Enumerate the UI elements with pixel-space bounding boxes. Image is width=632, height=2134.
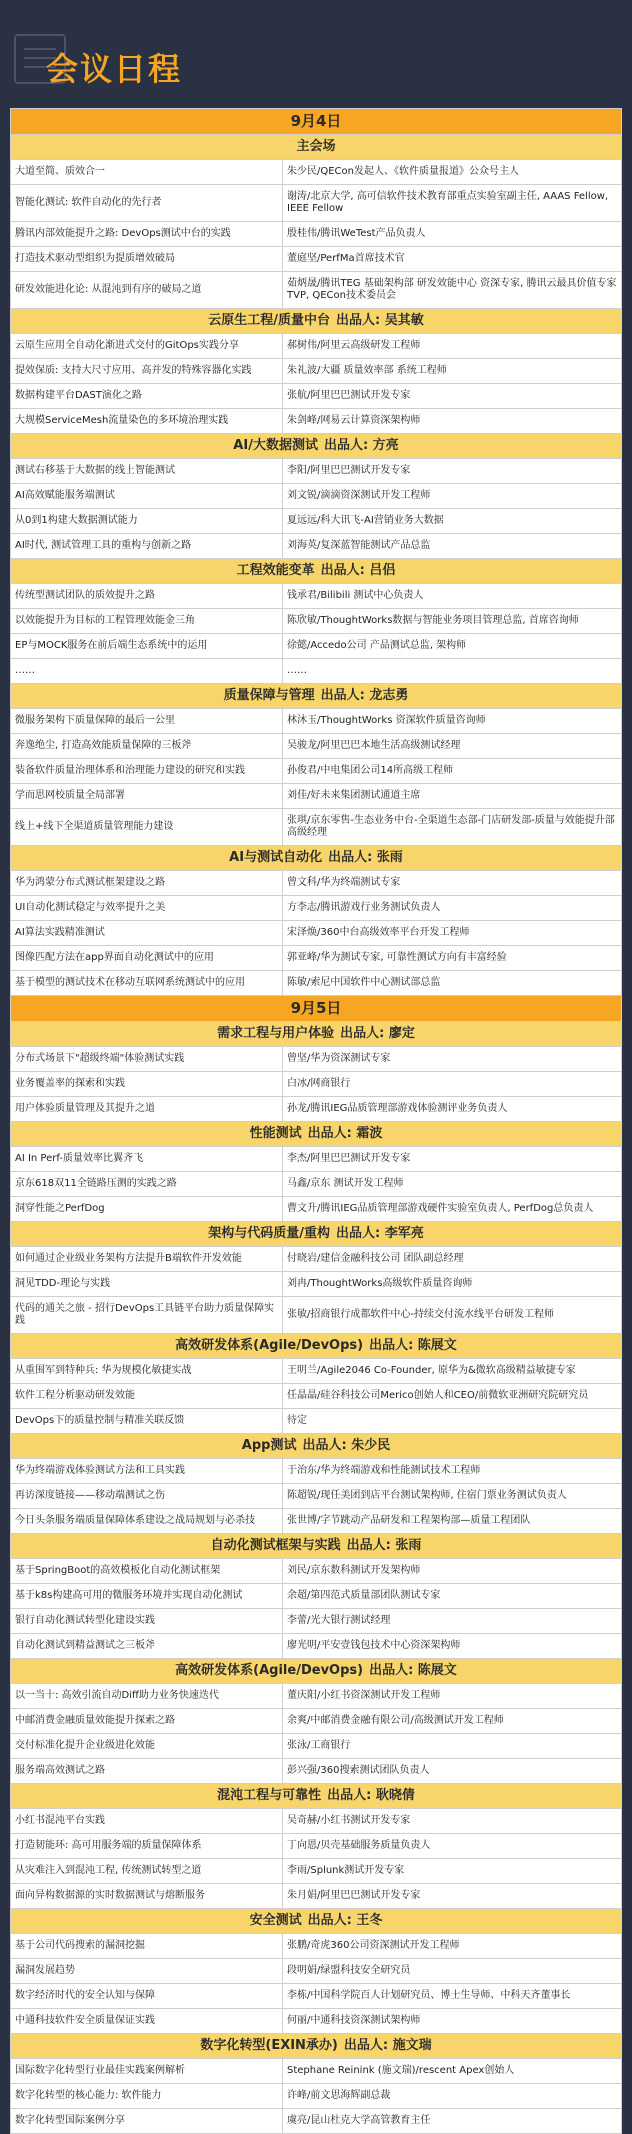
talk-row [11,1984,621,2009]
talk-speaker: 茹炳晟/腾讯TEG 基础架构部 研发效能中心 资深专家, 腾讯云最具价值专家TVP, QECon技术委员会 [287,278,617,301]
talk-speaker: 廖光明/平安壹钱包技术中心资深架构师 [287,1640,461,1651]
talk-row [11,896,621,921]
talk-row [11,1459,621,1484]
talk-speaker: 朱月娟/阿里巴巴测试开发专家 [287,1890,421,1901]
track-header [11,1909,621,1934]
talk-title: 微服务架构下质量保障的最后一公里 [11,709,283,733]
talk-speaker: …… [287,665,307,676]
talk-title: 研发效能进化论: 从混沌到有序的破局之道 [11,272,283,308]
talk-row [11,1959,621,1984]
talk-row [11,1834,621,1859]
talk-row [11,359,621,384]
track-header [11,684,621,709]
talk-title: 用户体验质量管理及其提升之道 [11,1097,283,1121]
talk-title: 京东618双11全链路压测的实践之路 [11,1172,283,1196]
talk-title: 业务覆盖率的探索和实践 [11,1072,283,1096]
talk-row [11,971,621,996]
talk-row [11,871,621,896]
talk-title: 洞穿性能之PerfDog [11,1197,283,1221]
talk-speaker: 丁向恩/贝壳基础服务质量负责人 [287,1840,431,1851]
talk-title: AI高效赋能服务端测试 [11,484,283,508]
talk-title: 自动化测试到精益测试之三板斧 [11,1634,283,1658]
talk-speaker: 李栋/中国科学院百人计划研究员、博士生导师、中科天齐董事长 [287,1990,571,2001]
track-name: AI与测试自动化 [229,850,323,865]
talk-speaker: 曾文科/华为终端测试专家 [287,877,401,888]
talk-title: 提效保质: 支持大尺寸应用、高并发的特殊容器化实践 [11,359,283,383]
talk-row [11,334,621,359]
talk-row [11,659,621,684]
talk-title: EP与MOCK服务在前后端生态系统中的运用 [11,634,283,658]
talk-title: 漏洞发展趋势 [11,1959,283,1983]
talk-title: 数字化转型国际案例分享 [11,2109,283,2133]
track-name: 性能测试 [249,1126,302,1141]
talk-row [11,1272,621,1297]
talk-row [11,222,621,247]
talk-speaker: 郭亚峰/华为测试专家, 可靠性测试方向有丰富经验 [287,952,507,963]
track-producer: 出品人: 施文瑞 [343,2038,432,2053]
track-producer: 出品人: 陈展文 [369,1338,457,1353]
talk-title: 中通科技软件安全质量保证实践 [11,2009,283,2033]
talk-row [11,734,621,759]
track-header [11,2034,621,2059]
talk-row [11,1359,621,1384]
talk-row [11,1609,621,1634]
talk-title: 奔逸绝尘, 打造高效能质量保障的三板斧 [11,734,283,758]
track-producer: 出品人: 李军亮 [336,1226,424,1241]
talk-speaker: 李阳/阿里巴巴测试开发专家 [287,465,411,476]
track-header [11,1534,621,1559]
track-header [11,1434,621,1459]
track-name: 需求工程与用户体验 [217,1026,335,1041]
track-name: 自动化测试框架与实践 [210,1538,341,1553]
talk-title: 测试右移基于大数据的线上智能测试 [11,459,283,483]
track-header [11,434,621,459]
talk-speaker: 刘佳/好未来集团测试通道主席 [287,790,421,801]
track-name: 混沌工程与可靠性 [217,1788,322,1803]
talk-row [11,160,621,185]
talk-row [11,2084,621,2109]
talk-title: 智能化测试: 软件自动化的先行者 [11,185,283,221]
talk-title: 数据构建平台DAST演化之路 [11,384,283,408]
track-header [11,1222,621,1247]
talk-speaker: 朱剑峰/网易云计算资深架构师 [287,415,421,426]
talk-title: 基于k8s构建高可用的微服务环境并实现自动化测试 [11,1584,283,1608]
talk-speaker: 刘海英/复深蓝智能测试产品总监 [287,540,431,551]
talk-speaker: 董庆阳/小红书资深测试开发工程师 [287,1690,441,1701]
talk-title: 服务端高效测试之路 [11,1759,283,1783]
talk-row [11,1934,621,1959]
talk-title: 银行自动化测试转型化建设实践 [11,1609,283,1633]
talk-speaker: 刘文锐/滴滴资深测试开发工程师 [287,490,431,501]
talk-row [11,1072,621,1097]
talk-speaker: 张泳/工商银行 [287,1740,351,1751]
talk-title: AI时代, 测试管理工具的重构与创新之路 [11,534,283,558]
talk-row [11,409,621,434]
talk-title: 国际数字化转型行业最佳实践案例解析 [11,2059,283,2083]
talk-row [11,1197,621,1222]
talk-speaker: 李蕾/光大银行测试经理 [287,1615,391,1626]
talk-speaker: 谢涛/北京大学, 高可信软件技术教育部重点实验室副主任, AAAS Fellow, IEEE Fellow [287,191,609,214]
track-name: 数字化转型(EXIN承办) [200,2038,338,2053]
talk-title: 软件工程分析驱动研发效能 [11,1384,283,1408]
track-header [11,1122,621,1147]
talk-title: 交付标准化提升企业级进化效能 [11,1734,283,1758]
talk-row [11,609,621,634]
talk-speaker: 朱少民/QECon发起人、《软件质量报道》公众号主人 [287,166,519,177]
talk-title: 从0到1构建大数据测试能力 [11,509,283,533]
talk-row [11,1172,621,1197]
talk-row [11,1709,621,1734]
talk-speaker: 夏远远/科大讯飞-AI营销业务大数据 [287,515,444,526]
talk-row [11,1559,621,1584]
track-producer: 出品人: 霜波 [307,1126,383,1141]
talk-title: 华为终端游戏体验测试方法和工具实践 [11,1459,283,1483]
talk-title: 从灾难注入到混沌工程, 传统测试转型之道 [11,1859,283,1883]
track-name: 工程效能变革 [236,563,315,578]
talk-row [11,1634,621,1659]
talk-title: 基于SpringBoot的高效模板化自动化测试框架 [11,1559,283,1583]
track-producer: 出品人: 王冬 [307,1913,383,1928]
talk-speaker: 何丽/中通科技资深测试架构师 [287,2015,421,2026]
talk-row [11,1884,621,1909]
talk-speaker: 殷桂伟/腾讯WeTest产品负责人 [287,228,426,239]
talk-title: 数字化转型的核心能力: 软件能力 [11,2084,283,2108]
talk-title: AI算法实践精准测试 [11,921,283,945]
talk-row [11,759,621,784]
page-title: 会议日程 [46,50,183,88]
talk-row [11,2009,621,2034]
talk-speaker: 付晓岩/建信金融科技公司 团队副总经理 [287,1253,464,1264]
talk-title: 中邮消费金融质量效能提升探索之路 [11,1709,283,1733]
talk-row [11,484,621,509]
talk-title: 腾讯内部效能提升之路: DevOps测试中台的实践 [11,222,283,246]
talk-speaker: 白冰/网商银行 [287,1078,351,1089]
talk-row [11,1247,621,1272]
track-name: 高效研发体系(Agile/DevOps) [175,1663,364,1678]
talk-title: 以一当十: 高效引流自动Diff助力业务快速迭代 [11,1684,283,1708]
track-header [11,559,621,584]
talk-title: 基于模型的测试技术在移动互联网系统测试中的应用 [11,971,283,995]
talk-speaker: 陈超锐/现任美团到店平台测试架构师, 住宿门票业务测试负责人 [287,1490,567,1501]
talk-speaker: 曹文升/腾讯IEG品质管理部游戏硬件实验室负责人, PerfDog总负责人 [287,1203,594,1214]
talk-row [11,1409,621,1434]
date-header: 9月4日 [11,109,621,135]
talk-speaker: 余爽/中邮消费金融有限公司/高级测试开发工程师 [287,1715,504,1726]
talk-title: 分布式场景下"超级终端"体验测试实践 [11,1047,283,1071]
talk-title: UI自动化测试稳定与效率提升之美 [11,896,283,920]
track-name: 高效研发体系(Agile/DevOps) [175,1338,364,1353]
talk-row [11,1484,621,1509]
talk-speaker: 张琪/京东零售-生态业务中台-全渠道生态部-门店研发部-质量与效能提升部 高级经理 [287,815,615,838]
talk-speaker: 董庭坚/PerfMa首席技术官 [287,253,405,264]
talk-row [11,1809,621,1834]
track-name: 安全测试 [249,1913,302,1928]
talk-speaker: 马鑫/京东 测试开发工程师 [287,1178,404,1189]
talk-row [11,1759,621,1784]
talk-row [11,1859,621,1884]
track-producer: 出品人: 方亮 [323,438,399,453]
talk-title: 大规模ServiceMesh流量染色的多环境治理实践 [11,409,283,433]
talk-title: 从重围军到特种兵: 华为规模化敏捷实战 [11,1359,283,1383]
talk-speaker: 徐懿/Accedo公司 产品测试总监, 架构师 [287,640,467,651]
talk-title: …… [11,659,283,683]
talk-speaker: 郝树伟/阿里云高级研发工程师 [287,340,421,351]
track-producer: 出品人: 吕侣 [320,563,396,578]
talk-row [11,185,621,222]
track-name: App测试 [241,1438,297,1453]
track-header [11,1659,621,1684]
date-header: 9月5日 [11,996,621,1022]
track-producer: 出品人: 张雨 [328,850,403,865]
talk-title: 数字经济时代的安全认知与保障 [11,1984,283,2008]
talk-speaker: 曾坚/华为资深测试专家 [287,1053,391,1064]
talk-speaker: 刘民/京东数科测试开发架构师 [287,1565,421,1576]
talk-speaker: 吴骏龙/阿里巴巴本地生活高级测试经理 [287,740,461,751]
talk-speaker: 孙龙/腾讯IEG品质管理部游戏体验测评业务负责人 [287,1103,508,1114]
talk-speaker: 李杰/阿里巴巴测试开发专家 [287,1153,411,1164]
talk-speaker: 陈欣敏/ThoughtWorks数据与智能业务项目管理总监, 首席咨询师 [287,615,579,626]
talk-row [11,1384,621,1409]
talk-row [11,1097,621,1122]
talk-title: 装备软件质量治理体系和治理能力建设的研究和实践 [11,759,283,783]
talk-row [11,384,621,409]
talk-row [11,272,621,309]
track-name: 云原生工程/质量中台 [208,313,330,328]
talk-speaker: 刘冉/ThoughtWorks高级软件质量咨询师 [287,1278,473,1289]
talk-speaker: 张航/阿里巴巴测试开发专家 [287,390,411,401]
talk-speaker: 吴奇赫/小红书测试开发专家 [287,1815,411,1826]
track-producer: 出品人: 陈展文 [369,1663,457,1678]
talk-speaker: Stephane Reinink (施文瑞)/rescent Apex创始人 [287,2065,515,2076]
talk-row [11,921,621,946]
talk-title: 洞见TDD-理论与实践 [11,1272,283,1296]
talk-speaker: 待定 [287,1415,307,1426]
page-header [0,0,632,108]
talk-speaker: 于治东/华为终端游戏和性能测试技术工程师 [287,1465,481,1476]
talk-title: 再访深度链接——移动端测试之伤 [11,1484,283,1508]
talk-title: 打造韧能环: 高可用服务端的质量保障体系 [11,1834,283,1858]
track-producer: 出品人: 朱少民 [302,1438,391,1453]
talk-title: 华为鸿蒙分布式测试框架建设之路 [11,871,283,895]
talk-row [11,534,621,559]
track-name: 主会场 [296,139,336,154]
talk-row [11,2059,621,2084]
talk-row [11,1509,621,1534]
talk-row [11,1584,621,1609]
talk-speaker: 张世博/字节跳动产品研发和工程架构部—质量工程团队 [287,1515,531,1526]
talk-title: 线上+线下全渠道质量管理能力建设 [11,809,283,845]
talk-speaker: 陈敏/索尼中国软件中心测试部总监 [287,977,441,988]
track-header [11,1334,621,1359]
talk-row [11,459,621,484]
talk-row [11,1297,621,1334]
track-header [11,1784,621,1809]
talk-speaker: 李雨/Splunk测试开发专家 [287,1865,405,1876]
talk-speaker: 许峰/前文思海辉副总裁 [287,2090,391,2101]
talk-row [11,709,621,734]
talk-row [11,509,621,534]
talk-row [11,946,621,971]
talk-title: 大道至简、质效合一 [11,160,283,184]
talk-speaker: 朱礼波/大疆 质量效率部 系统工程师 [287,365,447,376]
talk-speaker: 方李志/腾讯游戏行业务测试负责人 [287,902,441,913]
talk-speaker: 张敏/招商银行成都软件中心-持续交付流水线平台研发工程师 [287,1309,554,1320]
track-producer: 出品人: 吴其敏 [336,313,424,328]
track-header [11,846,621,871]
talk-row [11,584,621,609]
talk-title: 云原生应用全自动化渐进式交付的GitOps实践分享 [11,334,283,358]
talk-title: 面向异构数据源的实时数据测试与熔断服务 [11,1884,283,1908]
talk-speaker: 彭兴强/360搜索测试团队负责人 [287,1765,430,1776]
talk-speaker: 段明娟/绿盟科技安全研究员 [287,1965,411,1976]
talk-speaker: 宋泽焕/360中台高级效率平台开发工程师 [287,927,470,938]
talk-speaker: 张鹏/奇虎360公司资深测试开发工程师 [287,1940,460,1951]
track-producer: 出品人: 龙志勇 [320,688,409,703]
talk-title: 图像匹配方法在app界面自动化测试中的应用 [11,946,283,970]
talk-title: 传统型测试团队的质效提升之路 [11,584,283,608]
track-name: AI/大数据测试 [233,438,318,453]
schedule-table [10,108,622,2134]
talk-row [11,1047,621,1072]
talk-row [11,1684,621,1709]
talk-row [11,247,621,272]
talk-title: 小红书混沌平台实践 [11,1809,283,1833]
talk-speaker: 余超/第四范式质量部团队测试专家 [287,1590,441,1601]
track-name: 架构与代码质量/重构 [208,1226,330,1241]
talk-title: DevOps下的质量控制与精准关联反馈 [11,1409,283,1433]
track-header [11,135,621,160]
track-producer: 出品人: 廖定 [340,1026,415,1041]
talk-row [11,634,621,659]
talk-title: 如何通过企业级业务架构方法提升B端软件开发效能 [11,1247,283,1271]
talk-row [11,784,621,809]
track-producer: 出品人: 张雨 [346,1538,422,1553]
talk-title: 以效能提升为目标的工程管理效能金三角 [11,609,283,633]
talk-speaker: 任晶晶/硅谷科技公司Merico创始人和CEO/前微软亚洲研究院研究员 [287,1390,589,1401]
talk-title: 代码的通关之旅 - 招行DevOps工具链平台助力质量保障实践 [11,1297,283,1333]
track-name: 质量保障与管理 [223,688,315,703]
talk-title: 基于公司代码搜索的漏洞挖掘 [11,1934,283,1958]
talk-row [11,2109,621,2133]
talk-title: 学而思网校质量全局部署 [11,784,283,808]
talk-speaker: 钱承君/Bilibili 测试中心负责人 [287,590,424,601]
talk-speaker: 孙俊君/中电集团公司14所高级工程师 [287,765,454,776]
track-producer: 出品人: 耿晓倩 [327,1788,415,1803]
talk-speaker: 林沐玉/ThoughtWorks 资深软件质量咨询师 [287,715,486,726]
talk-row [11,1147,621,1172]
talk-title: AI In Perf-质量效率比翼齐飞 [11,1147,283,1171]
track-header [11,1022,621,1047]
talk-title: 今日头条服务端质量保障体系建设之战局规划与必杀技 [11,1509,283,1533]
talk-speaker: 王明兰/Agile2046 Co-Founder, 原华为&微软高级精益敏捷专家 [287,1365,576,1376]
talk-row [11,809,621,846]
track-header [11,309,621,334]
talk-speaker: 虞亮/昆山杜克大学高管教育主任 [287,2115,431,2126]
talk-row [11,1734,621,1759]
talk-title: 打造技术驱动型组织为提质增效破局 [11,247,283,271]
